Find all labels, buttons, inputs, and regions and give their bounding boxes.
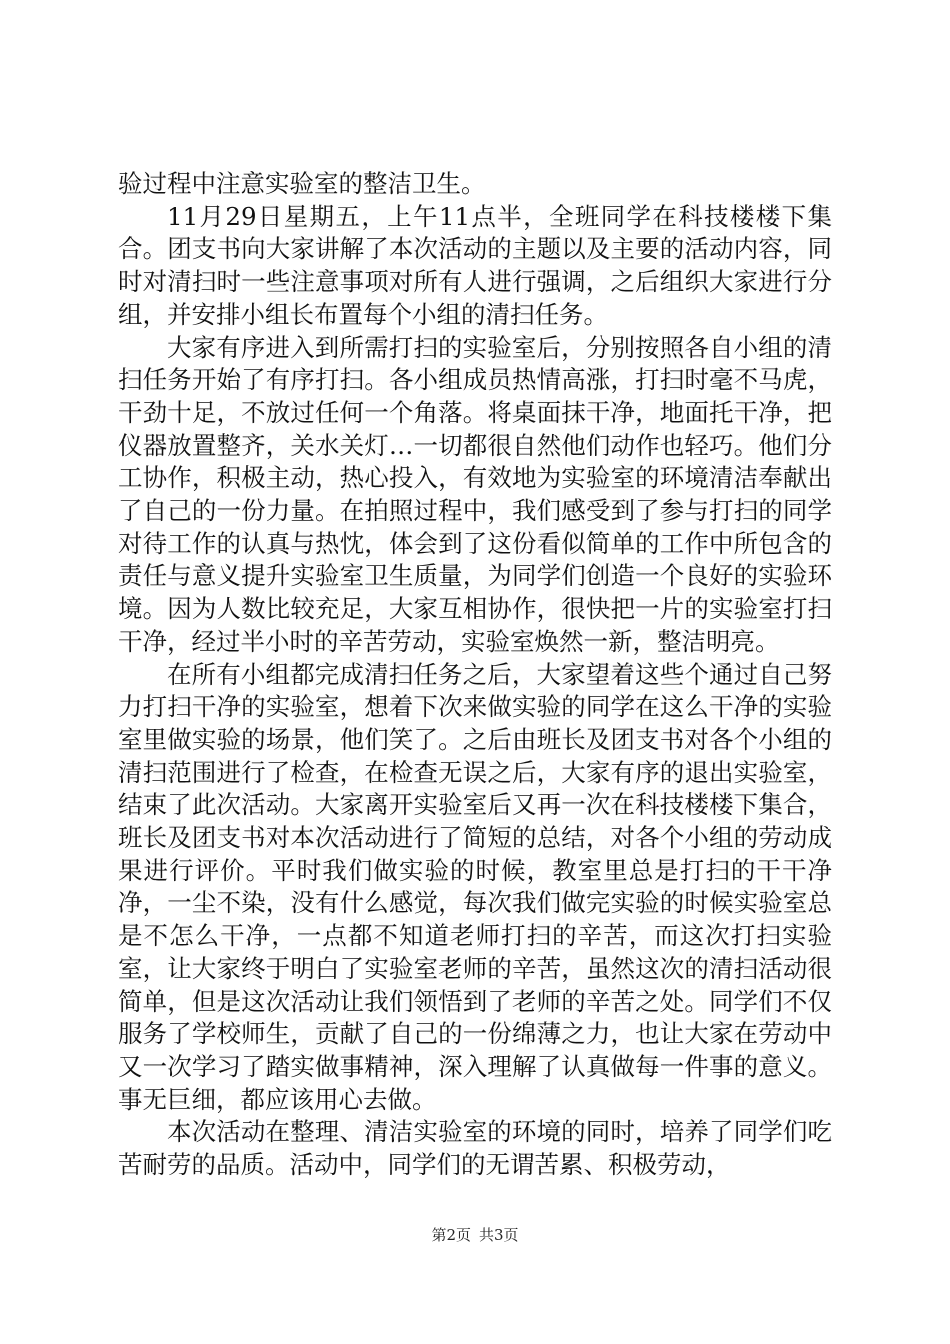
paragraph-1: 验过程中注意实验室的整洁卫生。 bbox=[118, 169, 486, 198]
paragraph-2: 11月29日星期五，上午11点半，全班同学在科技楼楼下集合。团支书向大家讲解了本次活动的主题以及主要的活动内容，同时对清扫时一些注意事项对所有人进行强调，之后组织大家进行分组，并安排小组长布置每个小组的清扫任务。 bbox=[118, 201, 832, 329]
document-body bbox=[118, 168, 832, 1182]
paragraph-3: 大家有序进入到所需打扫的实验室后，分别按照各自小组的清扫任务开始了有序打扫。各小组成员热情高涨，打扫时毫不马虎，干劲十足，不放过任何一个角落。将桌面抹干净，地面托干净，把仪器放置整齐，关水关灯…一切都很自然他们动作也轻巧。他们分工协作，积极主动，热心投入，有效地为实验室的环境清洁奉献出了自己的一份力量。在拍照过程中，我们感受到了参与打扫的同学对待工作的认真与热忱，体会到了这份看似简单的工作中所包含的责任与意义提升实验室卫生质量，为同学们创造一个良好的实验环境。因为人数比较充足，大家互相协作，很快把一片的实验室打扫干净，经过半小时的辛苦劳动，实验室焕然一新，整洁明亮。 bbox=[118, 332, 832, 656]
paragraph-5: 本次活动在整理、清洁实验室的环境的同时，培养了同学们吃苦耐劳的品质。活动中，同学们的无谓苦累、积极劳动， bbox=[118, 1117, 832, 1180]
page-number: 第2页 bbox=[431, 1226, 471, 1244]
paragraph-4: 在所有小组都完成清扫任务之后，大家望着这些个通过自己努力打扫干净的实验室，想着下次来做实验的同学在这么干净的实验室里做实验的场景，他们笑了。之后由班长及团支书对各个小组的清扫范围进行了检查，在检查无误之后，大家有序的退出实验室，结束了此次活动。大家离开实验室后又再一次在科技楼楼下集合，班长及团支书对本次活动进行了简短的总结，对各个小组的劳动成果进行评价。平时我们做实验的时候，教室里总是打扫的干干净净，一尘不染，没有什么感觉，每次我们做完实验的时候实验室总是不怎么干净，一点都不知道老师打扫的辛苦，而这次打扫实验室，让大家终于明白了实验室老师的辛苦，虽然这次的清扫活动很简单，但是这次活动让我们领悟到了老师的辛苦之处。同学们不仅服务了学校师生，贡献了自己的一份绵薄之力，也让大家在劳动中又一次学习了踏实做事精神，深入理解了认真做每一件事的意义。事无巨细，都应该用心去做。 bbox=[118, 659, 832, 1114]
page-total: 共3页 bbox=[479, 1226, 519, 1244]
page-footer bbox=[0, 1224, 950, 1245]
